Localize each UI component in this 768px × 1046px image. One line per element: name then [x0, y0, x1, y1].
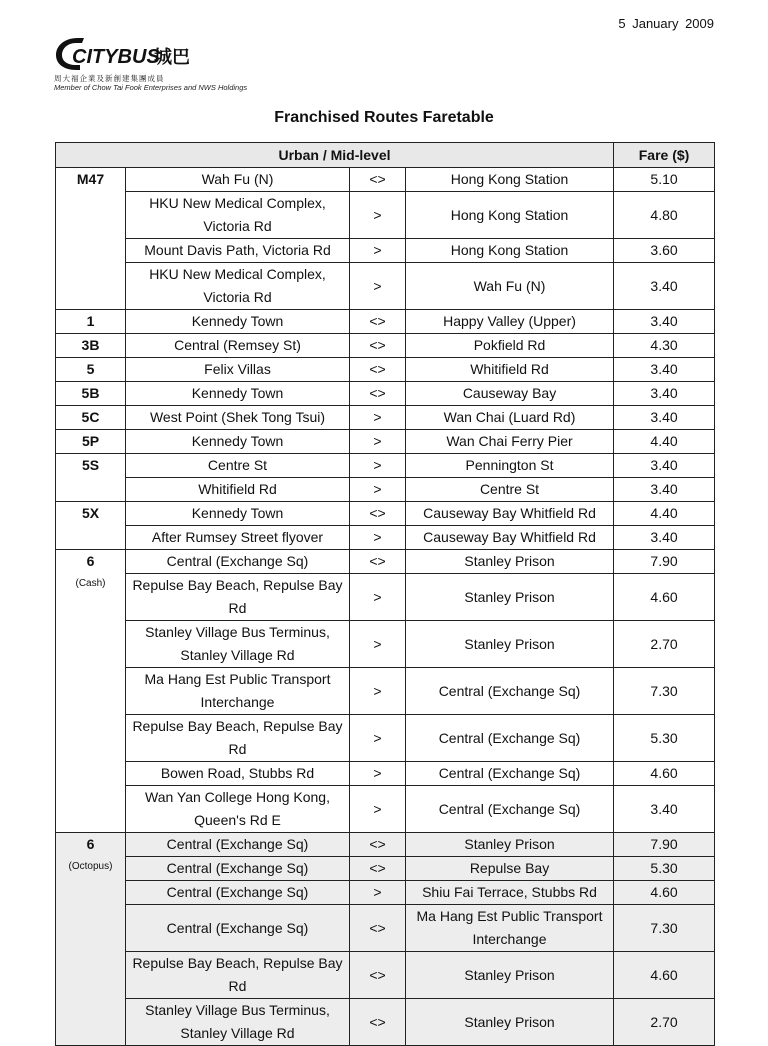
fare-cell: 2.70 [614, 999, 715, 1046]
destination-cell: Pokfield Rd [406, 334, 614, 358]
destination-cell: Stanley Prison [406, 550, 614, 574]
route-number [56, 382, 126, 406]
origin-cell: West Point (Shek Tong Tsui) [126, 406, 350, 430]
table-row [56, 999, 715, 1046]
direction-cell: > [350, 406, 406, 430]
destination-cell: Ma Hang Est Public Transport Interchange [406, 905, 614, 952]
direction-cell: > [350, 478, 406, 502]
fare-cell: 5.30 [614, 857, 715, 881]
fare-cell: 3.40 [614, 406, 715, 430]
table-header-row [56, 143, 715, 168]
direction-cell: > [350, 526, 406, 550]
origin-cell: Central (Exchange Sq) [126, 881, 350, 905]
direction-cell: <> [350, 999, 406, 1046]
table-row [56, 430, 715, 454]
fare-cell: 3.40 [614, 382, 715, 406]
direction-cell: <> [350, 550, 406, 574]
route-number-label: 5 [86, 361, 95, 377]
destination-cell: Central (Exchange Sq) [406, 715, 614, 762]
direction-cell: <> [350, 334, 406, 358]
table-row [56, 621, 715, 668]
origin-cell: Central (Exchange Sq) [126, 550, 350, 574]
route-number [56, 334, 126, 358]
table-row [56, 574, 715, 621]
fare-cell: 5.10 [614, 168, 715, 192]
direction-cell: > [350, 668, 406, 715]
direction-cell: <> [350, 358, 406, 382]
table-row [56, 715, 715, 762]
fare-cell: 3.40 [614, 358, 715, 382]
table-row [56, 168, 715, 192]
fare-cell: 7.30 [614, 905, 715, 952]
direction-cell: > [350, 430, 406, 454]
origin-cell: HKU New Medical Complex, Victoria Rd [126, 192, 350, 239]
destination-cell: Stanley Prison [406, 952, 614, 999]
direction-cell: <> [350, 502, 406, 526]
logo-tagline-cn: 周大福企業及新創建集團成員 [54, 74, 165, 83]
origin-cell: Whitifield Rd [126, 478, 350, 502]
fare-cell: 3.40 [614, 454, 715, 478]
table-row [56, 334, 715, 358]
citybus-logo-icon [54, 34, 189, 72]
destination-cell: Wan Chai (Luard Rd) [406, 406, 614, 430]
origin-cell: Wah Fu (N) [126, 168, 350, 192]
destination-cell: Hong Kong Station [406, 239, 614, 263]
destination-cell: Hong Kong Station [406, 192, 614, 239]
svg-text:城巴: 城巴 [154, 47, 189, 68]
origin-cell: Kennedy Town [126, 382, 350, 406]
origin-cell: Kennedy Town [126, 310, 350, 334]
fare-cell: 3.40 [614, 526, 715, 550]
destination-cell: Central (Exchange Sq) [406, 762, 614, 786]
direction-cell: <> [350, 833, 406, 857]
origin-cell: Ma Hang Est Public Transport Interchange [126, 668, 350, 715]
fare-cell: 3.60 [614, 239, 715, 263]
origin-cell: Central (Exchange Sq) [126, 905, 350, 952]
route-number [56, 502, 126, 550]
direction-cell: <> [350, 952, 406, 999]
destination-cell: Stanley Prison [406, 621, 614, 668]
direction-cell: <> [350, 310, 406, 334]
origin-cell: Central (Exchange Sq) [126, 857, 350, 881]
route-number-label: 5S [81, 457, 100, 473]
route-number [56, 406, 126, 430]
destination-cell: Central (Exchange Sq) [406, 668, 614, 715]
fare-cell: 3.40 [614, 263, 715, 310]
origin-cell: Mount Davis Path, Victoria Rd [126, 239, 350, 263]
logo-tagline [54, 74, 247, 92]
fare-cell: 4.80 [614, 192, 715, 239]
route-fare-type-note: (Cash) [75, 578, 106, 589]
table-row [56, 502, 715, 526]
route-number-label: 1 [86, 313, 95, 329]
origin-cell: Central (Remsey St) [126, 334, 350, 358]
route-number-label: 5X [81, 505, 100, 521]
table-row [56, 454, 715, 478]
fare-table-body [56, 168, 715, 1046]
table-row [56, 358, 715, 382]
table-row [56, 881, 715, 905]
svg-text:CITYBUS: CITYBUS [72, 46, 160, 68]
destination-cell: Shiu Fai Terrace, Stubbs Rd [406, 881, 614, 905]
direction-cell: > [350, 881, 406, 905]
direction-cell: > [350, 574, 406, 621]
destination-cell: Repulse Bay [406, 857, 614, 881]
destination-cell: Wah Fu (N) [406, 263, 614, 310]
fare-cell: 3.40 [614, 478, 715, 502]
origin-cell: Wan Yan College Hong Kong, Queen's Rd E [126, 786, 350, 833]
fare-cell: 3.40 [614, 786, 715, 833]
table-row [56, 526, 715, 550]
fare-cell: 4.40 [614, 430, 715, 454]
direction-cell: > [350, 621, 406, 668]
destination-cell: Stanley Prison [406, 833, 614, 857]
destination-cell: Causeway Bay Whitfield Rd [406, 502, 614, 526]
origin-cell: Repulse Bay Beach, Repulse Bay Rd [126, 715, 350, 762]
direction-cell: > [350, 786, 406, 833]
route-number [56, 454, 126, 502]
direction-cell: <> [350, 168, 406, 192]
route-number-label: 6 [86, 836, 95, 852]
route-number-label: 5C [81, 409, 100, 425]
fare-cell: 5.30 [614, 715, 715, 762]
origin-cell: Stanley Village Bus Terminus, Stanley Village Rd [126, 999, 350, 1046]
origin-cell: HKU New Medical Complex, Victoria Rd [126, 263, 350, 310]
route-number [56, 430, 126, 454]
destination-cell: Stanley Prison [406, 574, 614, 621]
fare-cell: 4.60 [614, 762, 715, 786]
table-row [56, 550, 715, 574]
route-number-label: 5P [81, 433, 100, 449]
fare-cell: 3.40 [614, 310, 715, 334]
table-row [56, 668, 715, 715]
document-date: 5 January 2009 [618, 16, 714, 31]
direction-cell: <> [350, 857, 406, 881]
destination-cell: Causeway Bay Whitfield Rd [406, 526, 614, 550]
origin-cell: Centre St [126, 454, 350, 478]
table-row [56, 833, 715, 857]
direction-cell: > [350, 715, 406, 762]
table-row [56, 310, 715, 334]
origin-cell: Stanley Village Bus Terminus, Stanley Village Rd [126, 621, 350, 668]
table-row [56, 952, 715, 999]
origin-cell: Kennedy Town [126, 430, 350, 454]
origin-cell: Felix Villas [126, 358, 350, 382]
route-number [56, 550, 126, 833]
table-row [56, 478, 715, 502]
route-number [56, 358, 126, 382]
fare-cell: 7.30 [614, 668, 715, 715]
origin-cell: Central (Exchange Sq) [126, 833, 350, 857]
route-number [56, 833, 126, 1046]
destination-cell: Hong Kong Station [406, 168, 614, 192]
origin-cell: Bowen Road, Stubbs Rd [126, 762, 350, 786]
fare-cell: 7.90 [614, 833, 715, 857]
destination-cell: Central (Exchange Sq) [406, 786, 614, 833]
origin-cell: After Rumsey Street flyover [126, 526, 350, 550]
direction-cell: <> [350, 382, 406, 406]
table-row [56, 382, 715, 406]
table-row [56, 762, 715, 786]
fare-cell: 2.70 [614, 621, 715, 668]
fare-cell: 7.90 [614, 550, 715, 574]
route-number-label: 6 [86, 553, 95, 569]
destination-cell: Wan Chai Ferry Pier [406, 430, 614, 454]
route-number [56, 310, 126, 334]
page-title: Franchised Routes Faretable [274, 109, 494, 126]
direction-cell: > [350, 762, 406, 786]
destination-cell: Whitifield Rd [406, 358, 614, 382]
route-number-label: M47 [76, 171, 105, 187]
route-number [56, 168, 126, 310]
table-row [56, 263, 715, 310]
fare-cell: 4.60 [614, 952, 715, 999]
table-row [56, 239, 715, 263]
table-row [56, 406, 715, 430]
table-row [56, 192, 715, 239]
table-row [56, 786, 715, 833]
destination-cell: Causeway Bay [406, 382, 614, 406]
destination-cell: Pennington St [406, 454, 614, 478]
fare-cell: 4.30 [614, 334, 715, 358]
direction-cell: > [350, 454, 406, 478]
origin-cell: Kennedy Town [126, 502, 350, 526]
route-number-label: 3B [81, 337, 100, 353]
direction-cell: > [350, 263, 406, 310]
fare-cell: 4.60 [614, 574, 715, 621]
destination-cell: Happy Valley (Upper) [406, 310, 614, 334]
route-fare-type-note: (Octopus) [68, 861, 113, 872]
header-section: Urban / Mid-level [56, 143, 614, 168]
table-row [56, 857, 715, 881]
fare-cell: 4.40 [614, 502, 715, 526]
header-fare: Fare ($) [614, 143, 715, 168]
citybus-logo [54, 34, 189, 77]
origin-cell: Repulse Bay Beach, Repulse Bay Rd [126, 952, 350, 999]
route-number-label: 5B [81, 385, 100, 401]
destination-cell: Stanley Prison [406, 999, 614, 1046]
origin-cell: Repulse Bay Beach, Repulse Bay Rd [126, 574, 350, 621]
direction-cell: <> [350, 905, 406, 952]
fare-table [55, 142, 715, 1046]
logo-tagline-en: Member of Chow Tai Fook Enterprises and NWS Holdings [54, 83, 248, 92]
table-row [56, 905, 715, 952]
direction-cell: > [350, 192, 406, 239]
fare-cell: 4.60 [614, 881, 715, 905]
direction-cell: > [350, 239, 406, 263]
destination-cell: Centre St [406, 478, 614, 502]
